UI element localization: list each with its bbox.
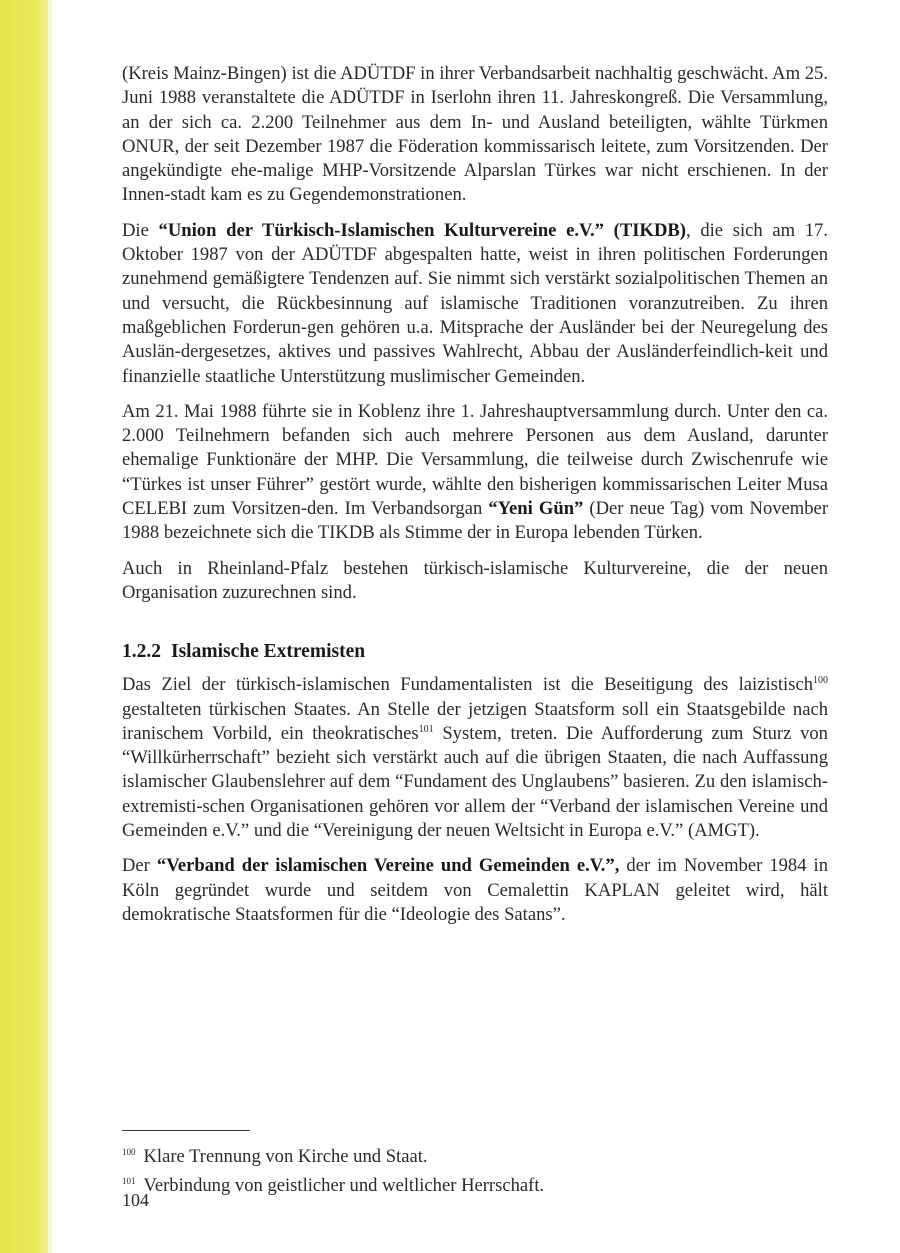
footnote-divider [122,1130,250,1131]
footnote-ref[interactable]: 101 [418,723,434,735]
footnote [122,1169,822,1198]
org-name-tikdb: “Union der Türkisch-Islamischen Kulturvereine e.V.” (TIKDB) [158,219,686,241]
paragraph-adutdf-congress [122,62,828,208]
paragraph-verband [122,854,828,927]
publication-name: “Yeni Gün” [488,498,584,520]
page-number: 104 [122,1190,149,1210]
paragraph-text: Das Ziel der türkisch-islamischen Fundamentalisten ist die Beseitigung des laizistisch [122,674,813,696]
footnote [122,1140,822,1169]
footnote-text: Klare Trennung von Kirche und Staat. [143,1146,428,1168]
paragraph-text: Auch in Rheinland-Pfalz bestehen türkisch-islamische Kulturvereine, die der neuen Organisation zuzurechnen sind. [122,557,828,603]
paragraph-text: (Kreis Mainz-Bingen) ist die ADÜTDF in ihrer Verbandsarbeit nachhaltig geschwächt. Am 25. Juni 1988 veranstaltete die ADÜTDF in Iserlohn ihren 11. Jahreskongreß. Die Versammlung, an der sich ca. 2.200 Teilnehmer aus dem In- und Ausland beteiligten, wählte Türkmen ONUR, der seit Dezember 1987 die Föderation kommissarisch leitete, zum Vorsitzenden. Der angekündigte ehe-malige MHP-Vorsitzende Alparslan Türkes war nicht erschienen. In der Innen-stadt kam es zu Gegendemonstrationen. [122,63,828,206]
paragraph-rheinland-pfalz [122,557,828,606]
section-title: Islamische Extremisten [171,641,366,663]
page-body [122,62,828,938]
section-heading [122,641,828,663]
footnote-number: 101 [122,1176,136,1187]
paragraph-islamic-extremists [122,673,828,843]
paragraph-text: gestalteten türkischen Staates. An Stelle der jetzigen Staatsform soll ein Staatsgebilde nach iranischem Vorbild, ein theokratisches [122,698,828,744]
paragraph-tikdb-meeting [122,400,828,546]
page-edge-stripe [0,0,52,1253]
paragraph-text: , die sich am 17. Oktober 1987 von der ADÜTDF abgespalten hatte, weist in ihren politischen Forderungen zunehmend gemäßigtere Tendenzen auf. Sie nimmt sich verstärkt sozialpolitischen Themen an und versucht, die Rückbesinnung auf islamische Traditionen voranzutreiben. Zu ihren maßgeblichen Forderun-gen gehören u.a. Mitsprache der Ausländer bei der Neuregelung des Auslän-dergesetzes, aktives und passives Wahlrecht, Abbau der Ausländerfeindlich-keit und finanzielle staatliche Unterstützung muslimischer Gemeinden. [122,219,829,387]
section-number: 1.2.2 [122,641,161,663]
footnotes [122,1140,822,1199]
paragraph-tikdb [122,219,828,389]
paragraph-text: (Der neue Tag) vom November 1988 bezeichnete sich die TIKDB als Stimme der in Europa lebenden Türken. [122,498,829,544]
paragraph-text: der im November 1984 in Köln gegründet wurde und seitdem von Cemalettin KAPLAN geleitet wird, hält demokratische Staatsformen für die “Ideologie des Satans”. [122,855,828,925]
paragraph-text: Die [122,219,159,241]
footnote-ref[interactable]: 100 [813,675,828,687]
org-name-verband: “Verband der islamischen Vereine und Gemeinden e.V.”, [156,855,620,877]
paragraph-text: System, treten. Die Aufforderung zum Sturz von “Willkürherrschaft” bezieht sich verstärkt auch auf die übrigen Staaten, die nach Auffassung islamischer Glaubenslehrer auf dem “Fundament des Unglaubens” basieren. Zu den islamisch-extremisti-schen Organisationen gehören vor allem der “Verband der islamischen Vereine und Gemeinden e.V.” und die “Vereinigung der neuen Weltsicht in Europa e.V.” (AMGT). [122,722,828,842]
footnote-number: 100 [122,1147,136,1157]
paragraph-text: Am 21. Mai 1988 führte sie in Koblenz ihre 1. Jahreshauptversammlung durch. Unter den ca. 2.000 Teilnehmern befanden sich auch mehrere Personen aus dem Ausland, darunter ehemalige Funktionäre der MHP. Die Versammlung, die teilweise durch Zwischenrufe wie “Türkes ist unser Führer” gestört wurde, wählte den bisherigen kommissarischen Leiter Musa CELEBI zum Vorsitzen-den. Im Verbandsorgan [122,400,828,520]
footnote-text: Verbindung von geistlicher und weltlicher Herrschaft. [143,1175,545,1197]
paragraph-text: Der [122,855,157,877]
